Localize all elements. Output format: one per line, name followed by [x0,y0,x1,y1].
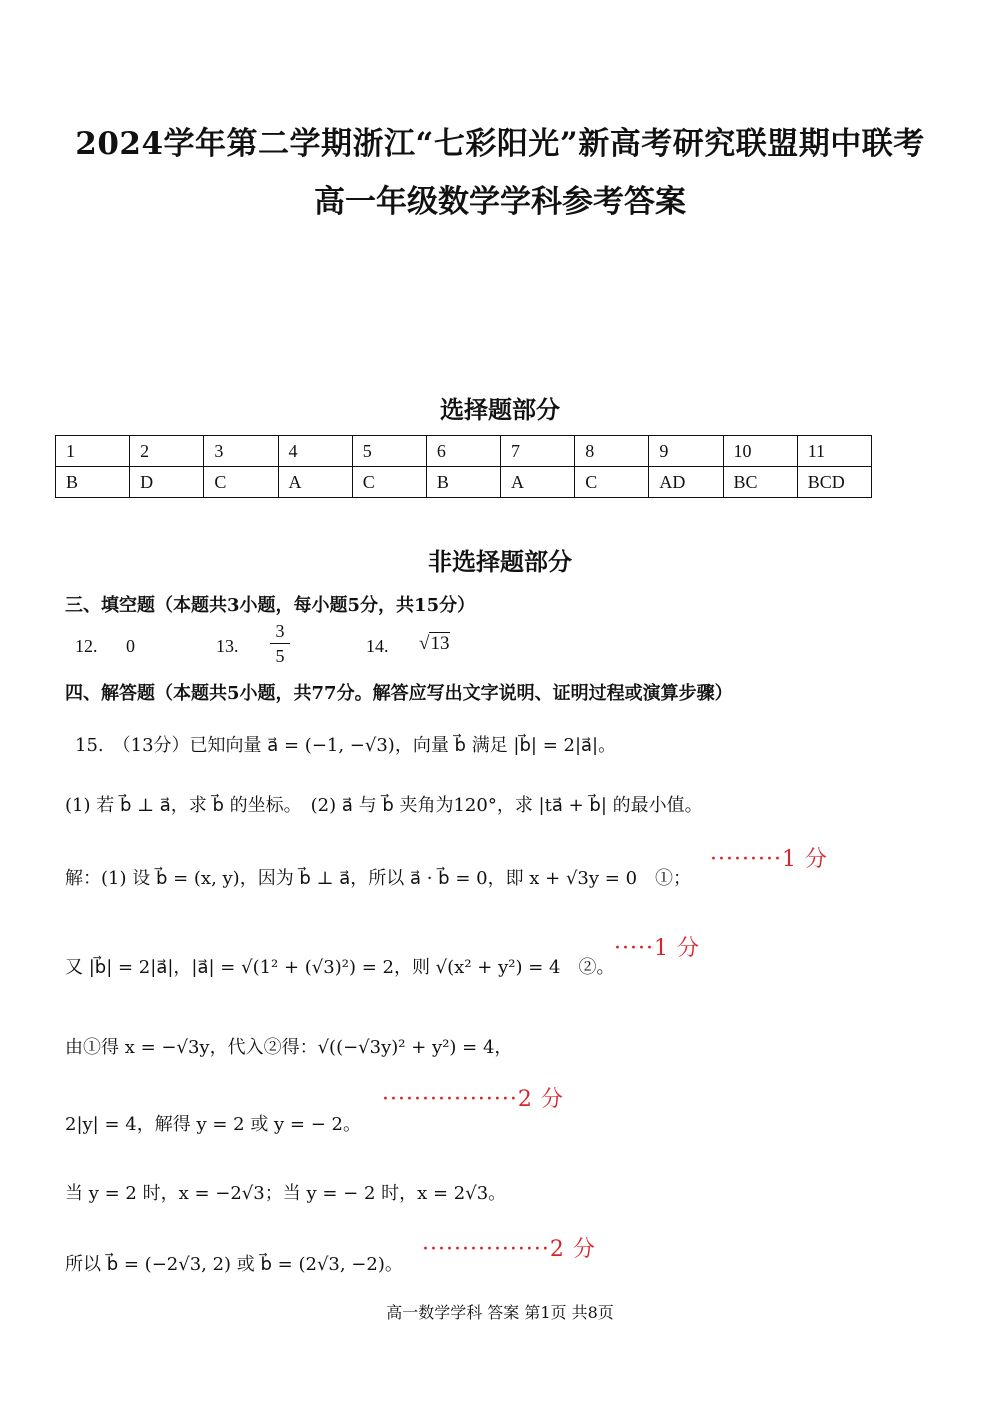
table-cell: C [204,467,278,498]
q12-answer: 0 [126,636,135,656]
table-cell: BC [723,467,797,498]
q15-solution-line-4: 2|y| = 4，解得 y = 2 或 y = − 2。 [65,1114,361,1135]
table-cell: C [352,467,426,498]
q15-solution-line-2: 又 |b⃗| = 2|a⃗|，|a⃗| = √(1² + (√3)²) = 2，则 √(x² + y²) = 4 ②。 [65,957,615,978]
question-number-row [56,436,872,467]
q13-label: 13. [216,636,239,656]
choice-section-title: 选择题部分 [440,395,560,424]
q15-solution-line-1: 解：(1) 设 b⃗ = (x, y)，因为 b⃗ ⊥ a⃗，所以 a⃗ · b⃗ = 0，即 x + √3y = 0 ①； [65,868,692,889]
score-mark-3: ·················2 分 [382,1087,564,1112]
q15-stem: 15. （13分）已知向量 a⃗ = (−1, −√3)，向量 b⃗ 满足 |b⃗| = 2|a⃗|。 [75,735,617,756]
table-cell: 10 [723,436,797,467]
nonchoice-section-title: 非选择题部分 [428,547,572,576]
q13-numerator: 3 [275,621,285,641]
table-cell: B [56,467,130,498]
q15-solution-line-5: 当 y = 2 时，x = −2√3；当 y = − 2 时，x = 2√3。 [65,1183,507,1204]
table-cell: 8 [575,436,649,467]
table-cell: AD [649,467,723,498]
table-cell: B [426,467,500,498]
table-cell: D [130,467,204,498]
q15-parts: (1) 若 b⃗ ⊥ a⃗，求 b⃗ 的坐标。 (2) a⃗ 与 b⃗ 夹角为120°，求 |ta⃗ + b⃗| 的最小值。 [65,795,703,816]
q15-solution-line-3: 由①得 x = −√3y，代入②得：√((−√3y)² + y²) = 4， [65,1037,513,1058]
q12-label: 12. [75,636,98,656]
answer-table [55,435,872,498]
doc-subtitle: 高一年级数学学科参考答案 [314,184,686,220]
table-cell: 5 [352,436,426,467]
score-mark-2: ·····1 分 [614,936,700,961]
q15-solution-line-6: 所以 b⃗ = (−2√3, 2) 或 b⃗ = (2√3, −2)。 [65,1254,403,1275]
table-cell: C [575,467,649,498]
table-cell: 2 [130,436,204,467]
page-footer: 高一数学学科 答案 第1页 共8页 [386,1303,614,1322]
table-cell: 4 [278,436,352,467]
table-cell: 11 [797,436,871,467]
answer-row [56,467,872,498]
fraction-bar [270,643,290,644]
table-cell: 6 [426,436,500,467]
q14-answer [419,633,450,655]
doc-title: 2024学年第二学期浙江“七彩阳光”新高考研究联盟期中联考 [75,126,925,162]
table-cell: A [278,467,352,498]
score-mark-4: ················2 分 [422,1237,596,1262]
q13-denominator: 5 [275,646,285,666]
table-cell: 3 [204,436,278,467]
table-cell: BCD [797,467,871,498]
table-cell: 7 [501,436,575,467]
table-cell: 9 [649,436,723,467]
radicand: 13 [430,633,450,654]
table-cell: 1 [56,436,130,467]
q13-fraction [270,622,290,665]
solve-heading: 四、解答题（本题共5小题，共77分。解答应写出文字说明、证明过程或演算步骤） [65,683,733,704]
radical-sign: √ [419,633,430,654]
q14-label: 14. [366,636,389,656]
fill-blank-heading: 三、填空题（本题共3小题，每小题5分，共15分） [65,595,476,616]
score-mark-1: ·········1 分 [710,847,828,872]
table-cell: A [501,467,575,498]
